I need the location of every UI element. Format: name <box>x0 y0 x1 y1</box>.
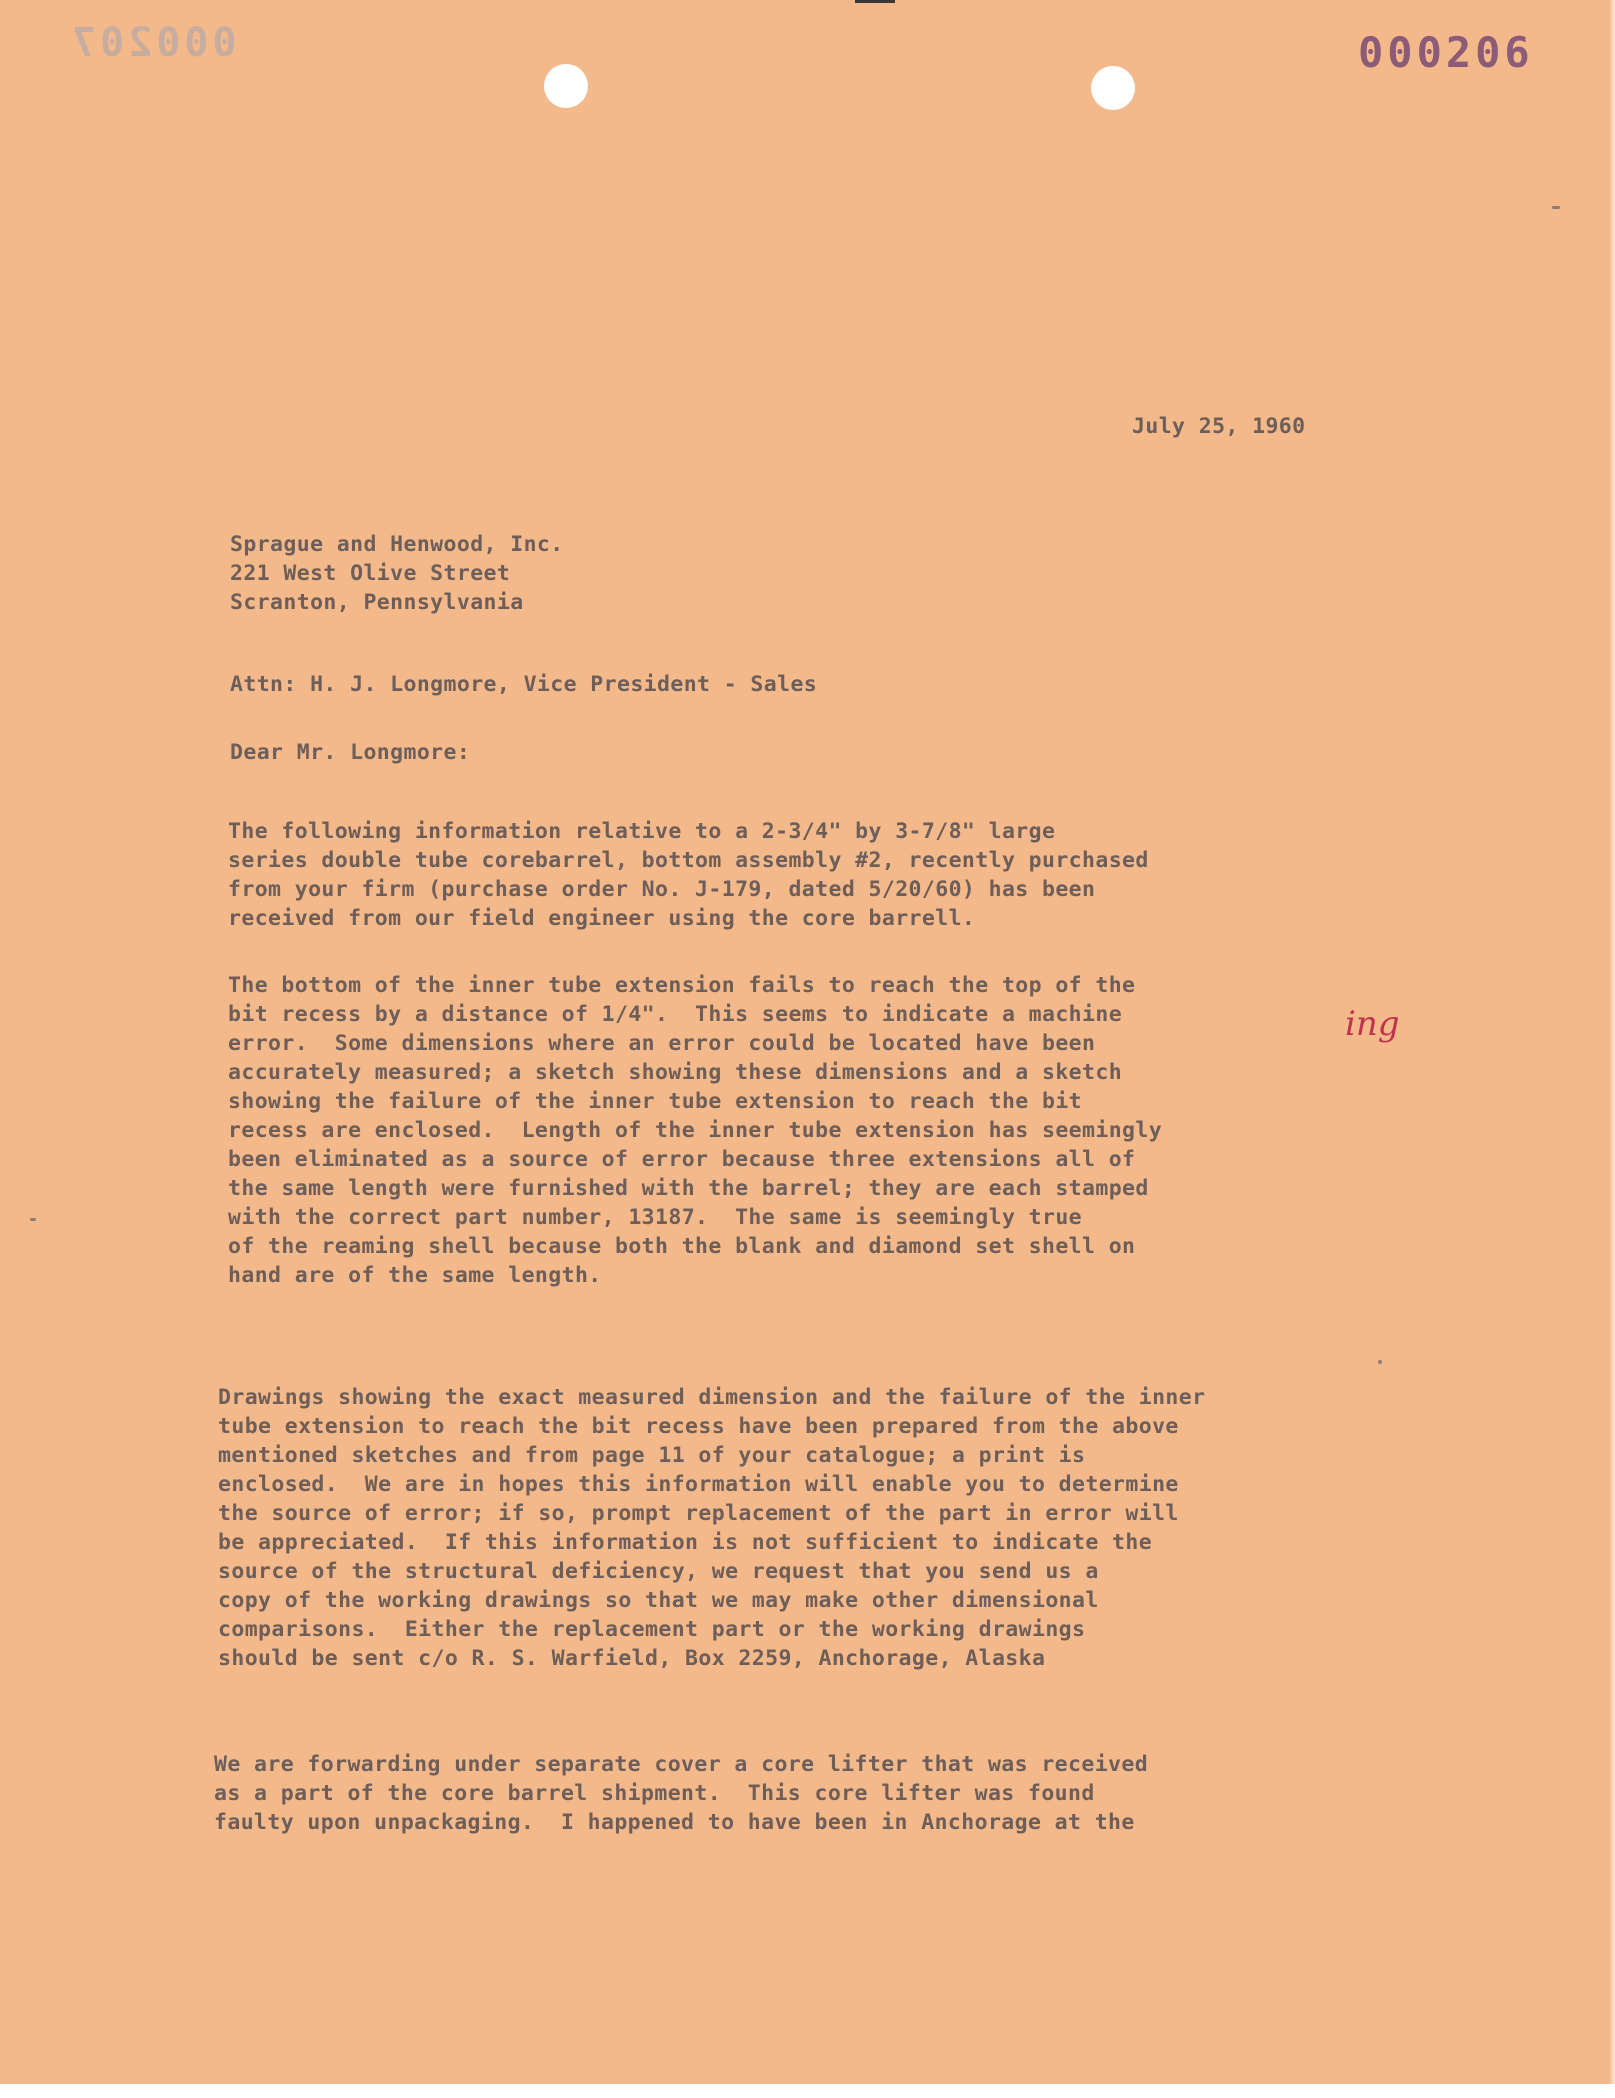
paragraph-line: as a part of the core barrel shipment. This core lifter was found <box>214 1781 1095 1806</box>
letter-date: July 25, 1960 <box>1132 414 1306 439</box>
paragraph-line: the source of error; if so, prompt replacement of the part in error will <box>218 1501 1179 1526</box>
paragraph-line: showing the failure of the inner tube extension to reach the bit <box>228 1089 1083 1114</box>
handwritten-correction: ing <box>1345 1004 1400 1044</box>
paragraph-line: been eliminated as a source of error because three extensions all of <box>228 1147 1136 1172</box>
paragraph-line: of the reaming shell because both the blank and diamond set shell on <box>228 1234 1136 1259</box>
stray-mark <box>1378 1360 1382 1364</box>
body-paragraph <box>214 1750 1148 1837</box>
paragraph-line: tube extension to reach the bit recess have been prepared from the above <box>218 1414 1179 1439</box>
punch-hole-left <box>544 64 588 108</box>
paragraph-line: hand are of the same length. <box>228 1263 602 1288</box>
paragraph-line: bit recess by a distance of 1/4". This seems to indicate a machine <box>228 1002 1123 1027</box>
paragraph-line: be appreciated. If this information is not sufficient to indicate the <box>218 1530 1153 1555</box>
address-line: 221 West Olive Street <box>230 561 511 586</box>
address-line: Sprague and Henwood, Inc. <box>230 532 564 557</box>
paragraph-line: error. Some dimensions where an error could be located have been <box>228 1031 1096 1056</box>
paragraph-line: accurately measured; a sketch showing these dimensions and a sketch <box>228 1060 1123 1085</box>
recipient-address <box>230 530 564 617</box>
paragraph-line: enclosed. We are in hopes this information will enable you to determine <box>218 1472 1179 1497</box>
address-line: Scranton, Pennsylvania <box>230 590 524 615</box>
paragraph-line: We are forwarding under separate cover a core lifter that was received <box>214 1752 1149 1777</box>
stray-mark <box>1552 206 1560 209</box>
paragraph-line: faulty upon unpackaging. I happened to have been in Anchorage at the <box>214 1810 1135 1835</box>
punch-hole-right <box>1091 66 1135 110</box>
body-paragraph <box>228 817 1149 933</box>
paragraph-line: recess are enclosed. Length of the inner tube extension has seemingly <box>228 1118 1163 1143</box>
paragraph-line: should be sent c/o R. S. Warfield, Box 2259, Anchorage, Alaska <box>218 1646 1046 1671</box>
paragraph-line: received from our field engineer using the core barrell. <box>228 906 976 931</box>
paragraph-line: Drawings showing the exact measured dimension and the failure of the inner <box>218 1385 1206 1410</box>
paragraph-line: mentioned sketches and from page 11 of your catalogue; a print is <box>218 1443 1086 1468</box>
paragraph-line: comparisons. Either the replacement part or the working drawings <box>218 1617 1086 1642</box>
paragraph-line: copy of the working drawings so that we may make other dimensional <box>218 1588 1099 1613</box>
bottom-page-edge <box>0 2084 1615 2098</box>
stray-mark <box>30 1218 36 1221</box>
right-page-edge <box>1609 0 1615 2098</box>
paragraph-line: from your firm (purchase order No. J-179, dated 5/20/60) has been <box>228 877 1096 902</box>
paragraph-line: with the correct part number, 13187. The same is seemingly true <box>228 1205 1083 1230</box>
paragraph-line: The bottom of the inner tube extension fails to reach the top of the <box>228 973 1136 998</box>
paragraph-line: source of the structural deficiency, we request that you send us a <box>218 1559 1099 1584</box>
paragraph-line: The following information relative to a 2-3/4" by 3-7/8" large <box>228 819 1056 844</box>
paragraph-line: series double tube corebarrel, bottom assembly #2, recently purchased <box>228 848 1149 873</box>
bleed-through-page-number-stamp: 000207 <box>68 20 237 66</box>
paragraph-line: the same length were furnished with the barrel; they are each stamped <box>228 1176 1149 1201</box>
attention-line: Attn: H. J. Longmore, Vice President - Sales <box>230 672 818 697</box>
salutation: Dear Mr. Longmore: <box>230 740 471 765</box>
top-edge-clip <box>855 0 895 3</box>
page-number-stamp: 000206 <box>1358 28 1534 77</box>
body-paragraph <box>218 1383 1205 1673</box>
body-paragraph <box>228 971 1162 1290</box>
